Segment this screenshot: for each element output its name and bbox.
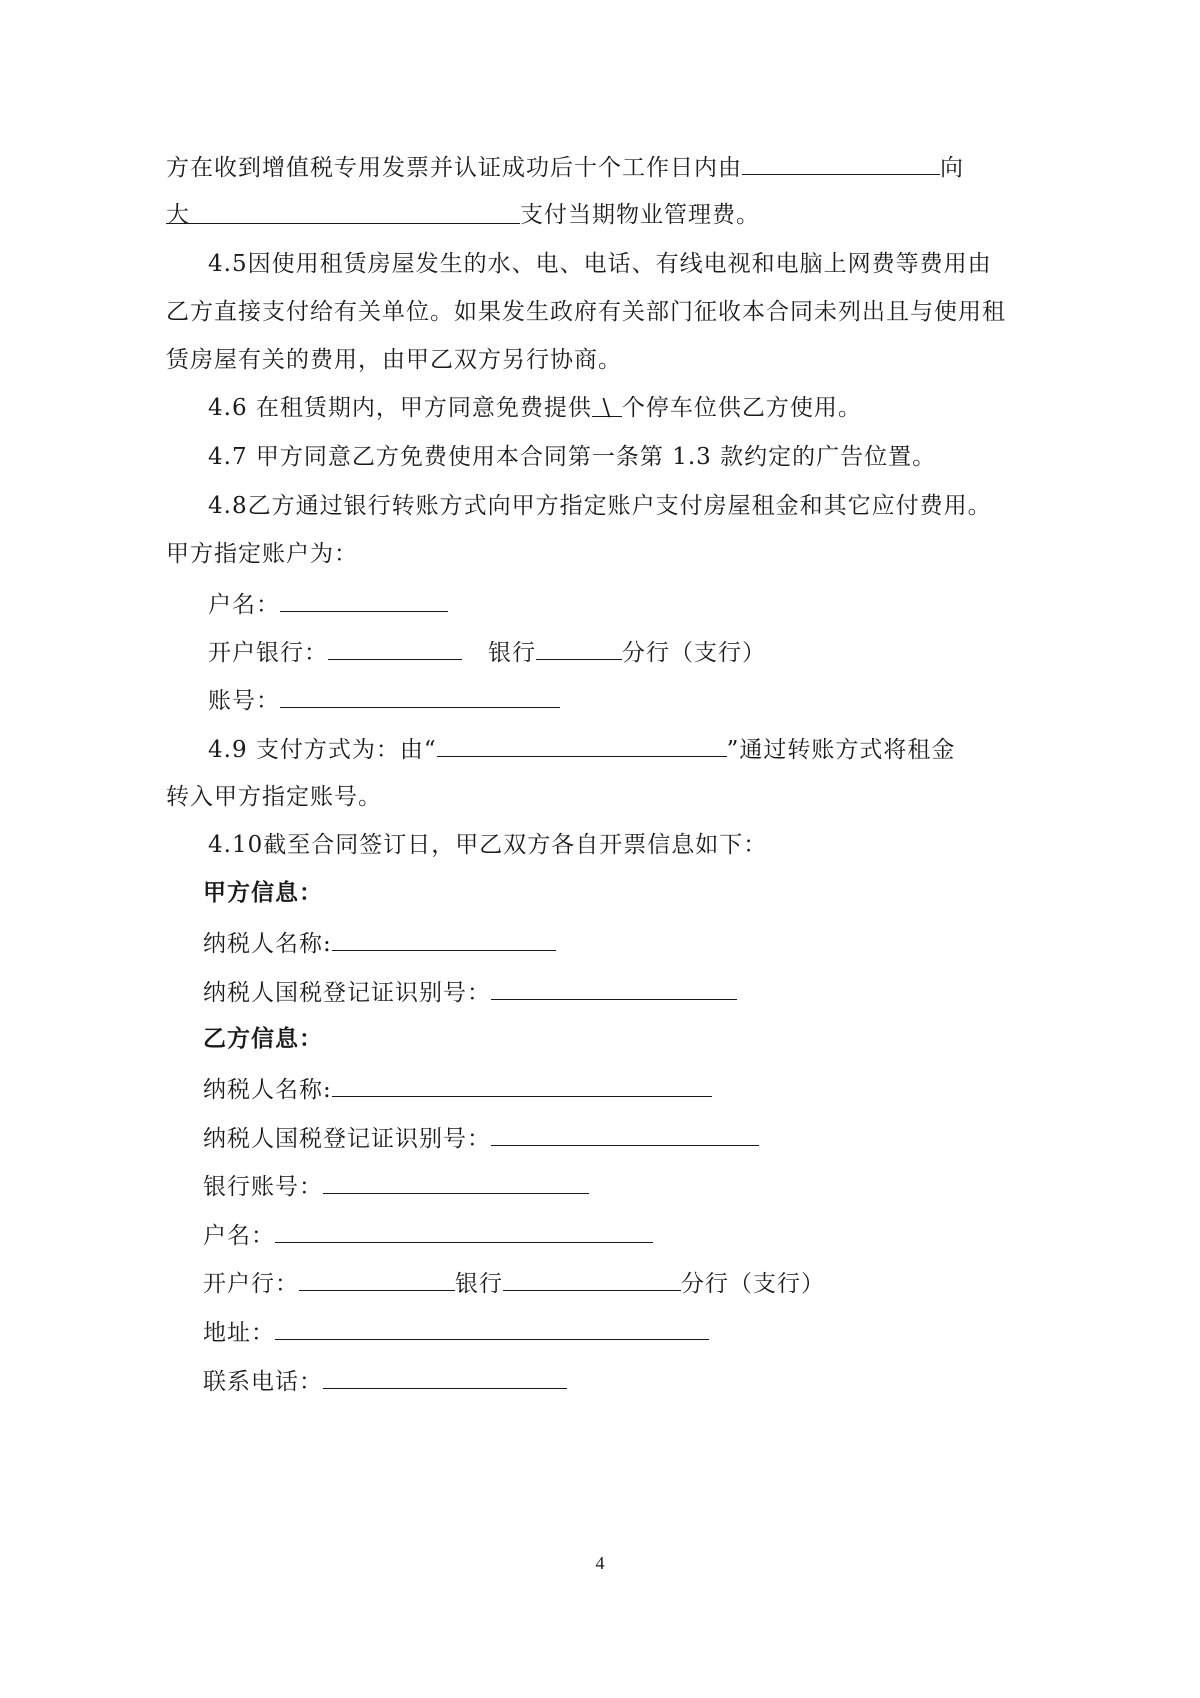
clause-4-9-line-2: 转入甲方指定账号。 (166, 784, 382, 810)
clause-4-8-line-2: 甲方指定账户为： (166, 541, 358, 567)
clause-4-5-line-3: 赁房屋有关的费用，由甲乙双方另行协商。 (166, 347, 622, 373)
party-b-bank: 开户行： 银行 分行（支行） (203, 1266, 825, 1298)
party-b-taxpayer-name: 纳税人名称: (203, 1072, 712, 1104)
blank-account-name (280, 587, 448, 612)
blank-payer (742, 150, 940, 175)
clause-4-5-line-1: 4.5因使用租赁房屋发生的水、电、电话、有线电视和电脑上网费等费用由 (208, 251, 992, 277)
page-number: 4 (595, 1553, 605, 1573)
party-b-address: 地址： (203, 1315, 709, 1347)
party-b-account-name: 户名： (203, 1218, 653, 1250)
blank-a-tax-id (491, 975, 737, 1000)
clause-4-10: 4.10截至合同签订日，甲乙双方各自开票信息如下： (208, 832, 768, 858)
party-a-account-name: 户名： (208, 587, 448, 619)
party-a-tax-id: 纳税人国税登记证识别号： (203, 975, 737, 1007)
line-payee: 大 支付当期物业管理费。 (166, 199, 760, 231)
blank-b-account-name (275, 1218, 653, 1243)
blank-parking-count: \ (592, 392, 622, 417)
blank-b-address (275, 1315, 709, 1340)
clause-4-7: 4.7 甲方同意乙方免费使用本合同第一条第 1.3 款约定的广告位置。 (208, 444, 937, 470)
blank-account-number (280, 683, 560, 708)
blank-payee: 大 (166, 199, 520, 224)
party-a-bank: 开户银行： 银行 分行（支行） (208, 635, 766, 667)
clause-4-6: 4.6 在租赁期内，甲方同意免费提供 \ 个停车位供乙方使用。 (208, 392, 862, 424)
blank-b-bank (299, 1266, 455, 1291)
line-payment-continued: 方在收到增值税专用发票并认证成功后十个工作日内由 向 (166, 150, 964, 182)
blank-b-tax-id (491, 1121, 759, 1146)
clause-4-8-line-1: 4.8乙方通过银行转账方式向甲方指定账户支付房屋租金和其它应付费用。 (208, 493, 992, 519)
blank-branch (536, 635, 622, 660)
party-b-heading: 乙方信息： (203, 1025, 323, 1052)
blank-b-branch (503, 1266, 681, 1291)
blank-b-taxpayer-name (332, 1072, 712, 1097)
clause-4-9-line-1: 4.9 支付方式为：由“ ”通过转账方式将租金 (208, 732, 955, 764)
party-b-phone: 联系电话： (203, 1364, 567, 1396)
party-b-tax-id: 纳税人国税登记证识别号： (203, 1121, 759, 1153)
blank-b-phone (323, 1364, 567, 1389)
blank-a-taxpayer-name (332, 926, 556, 951)
party-a-heading: 甲方信息： (203, 879, 323, 906)
party-a-taxpayer-name: 纳税人名称: (203, 926, 556, 958)
clause-4-5-line-2: 乙方直接支付给有关单位。如果发生政府有关部门征收本合同未列出且与使用租 (166, 299, 1006, 325)
party-b-bank-account: 银行账号： (203, 1169, 589, 1201)
blank-bank (328, 635, 462, 660)
blank-payer-name (437, 732, 727, 757)
blank-b-bank-account (323, 1169, 589, 1194)
party-a-account-number: 账号： (208, 683, 560, 715)
